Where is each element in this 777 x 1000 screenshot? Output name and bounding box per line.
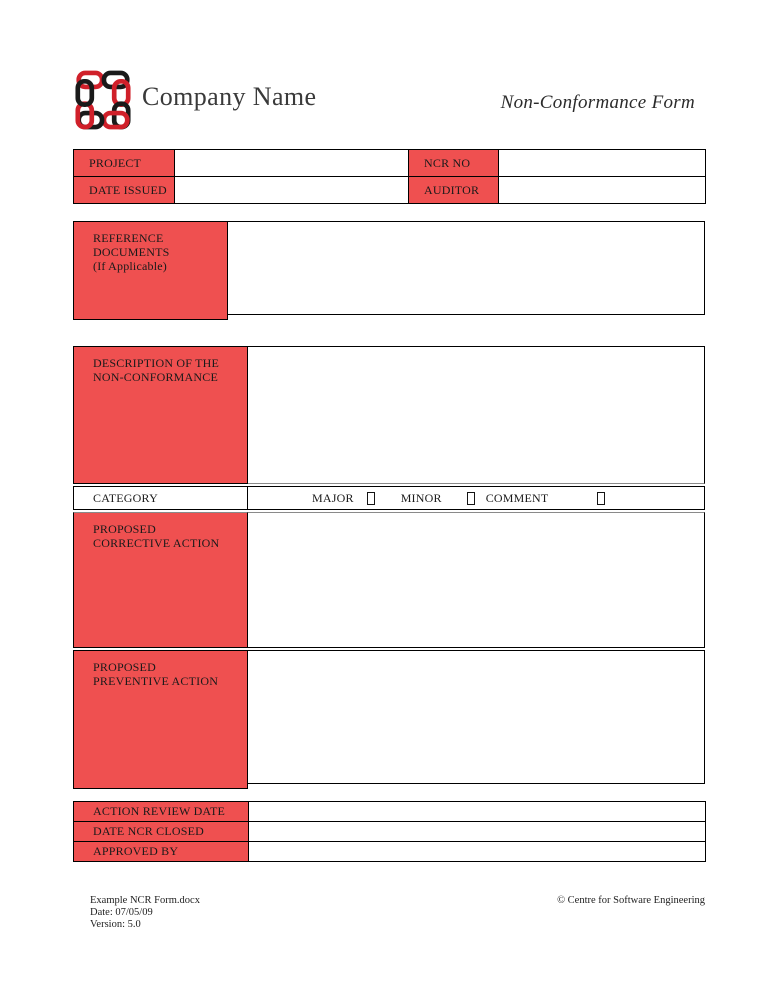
label-line: DOCUMENTS [93,245,170,259]
category-label: CATEGORY [73,486,248,510]
date-issued-input[interactable] [175,177,409,204]
reference-documents-label [73,221,228,320]
category-options [248,486,705,510]
reference-documents-section [73,221,705,320]
major-checkbox[interactable] [367,492,375,505]
project-input[interactable] [175,150,409,177]
company-name: Company Name [142,82,317,111]
description-input[interactable] [248,346,705,484]
date-ncr-closed-input[interactable] [249,822,706,842]
closure-table [73,801,706,862]
auditor-label: AUDITOR [409,177,499,204]
approved-by-label: APPROVED BY [74,842,249,862]
minor-checkbox[interactable] [467,492,475,505]
footer-version: Version: 5.0 [90,919,141,930]
label-line: NON-CONFORMANCE [93,370,219,384]
table-row [74,150,706,177]
preventive-action-label [73,650,248,789]
minor-option-label: MINOR [400,490,442,505]
footer-date: Date: 07/05/09 [90,907,153,918]
label-line: PROPOSED [93,522,156,536]
label-line: REFERENCE [93,231,164,245]
table-row [74,822,706,842]
description-label [73,346,248,484]
project-info-table [73,149,706,204]
comment-option-label: COMMENT [485,490,549,505]
footer-copyright: © Centre for Software Engineering [557,895,705,906]
project-label: PROJECT [74,150,175,177]
category-row [73,486,705,510]
preventive-action-section [73,650,705,789]
reference-documents-input[interactable] [228,221,705,315]
label-line: DESCRIPTION OF THE [93,356,220,370]
major-option-label: MAJOR [312,490,354,505]
preventive-action-input[interactable] [248,650,705,784]
label-line: PROPOSED [93,660,156,674]
corrective-action-label [73,512,248,648]
label-line: (If Applicable) [93,259,167,273]
footer-filename: Example NCR Form.docx [90,895,200,906]
form-title: Non-Conformance Form [500,92,695,113]
corrective-action-section [73,512,705,648]
footer-document-info [90,895,200,931]
ncr-no-input[interactable] [499,150,706,177]
auditor-input[interactable] [499,177,706,204]
label-line: PREVENTIVE ACTION [93,674,219,688]
action-review-date-label: ACTION REVIEW DATE [74,802,249,822]
corrective-action-input[interactable] [248,512,705,648]
ncr-no-label: NCR NO [409,150,499,177]
comment-checkbox[interactable] [597,492,605,505]
date-ncr-closed-label: DATE NCR CLOSED [74,822,249,842]
table-row [74,842,706,862]
action-review-date-input[interactable] [249,802,706,822]
table-row [74,177,706,204]
date-issued-label: DATE ISSUED [74,177,175,204]
description-section [73,346,705,484]
approved-by-input[interactable] [249,842,706,862]
table-row [74,802,706,822]
company-logo-icon [75,70,131,135]
label-line: CORRECTIVE ACTION [93,536,220,550]
